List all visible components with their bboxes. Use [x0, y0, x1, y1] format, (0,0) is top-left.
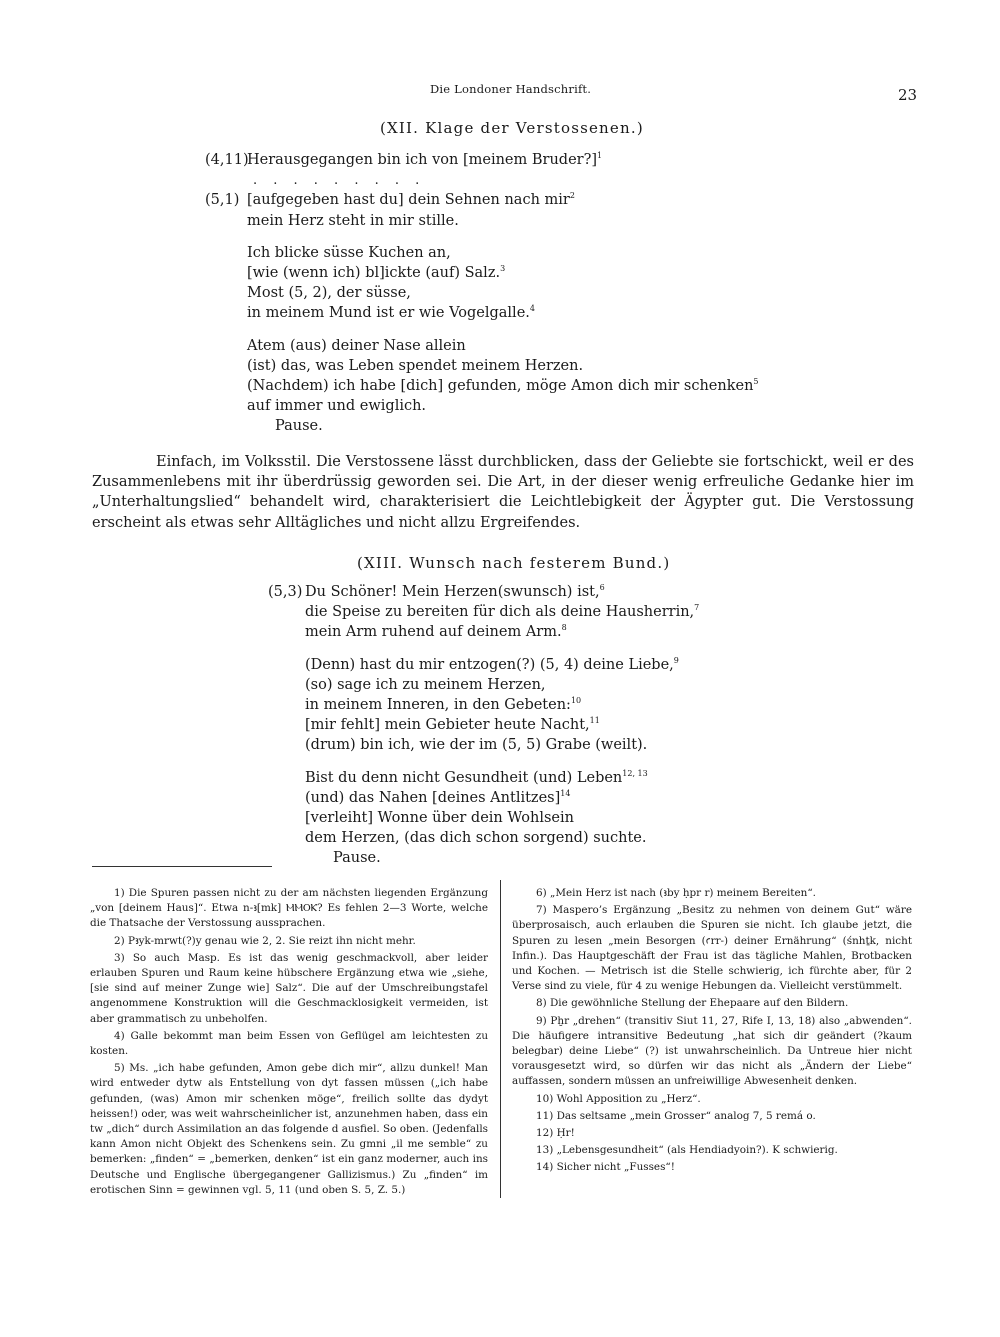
footnote-marker: 2	[569, 191, 575, 201]
verse-text: (ist) das, was Leben spendet meinem Herzen.	[247, 357, 584, 374]
verse-line	[305, 768, 699, 788]
verse-line	[247, 336, 759, 356]
verse-reference: (4,11)	[205, 152, 249, 168]
footnote-rule	[92, 866, 272, 867]
verse-line	[205, 150, 759, 170]
footnote-marker: 1	[597, 151, 603, 161]
section-13-title: (XIII. Wunsch nach festerem Bund.)	[357, 554, 671, 572]
footnote-number: 9)	[536, 1014, 551, 1027]
poem-section-12	[205, 150, 759, 436]
verse-line	[305, 848, 699, 868]
footnote	[90, 951, 488, 1027]
footnote-number: 10)	[536, 1092, 557, 1105]
verse-text: Pause.	[275, 418, 323, 435]
verse-line	[247, 416, 759, 436]
footnote	[512, 903, 912, 994]
verse-line	[305, 788, 699, 808]
footnotes-left-column	[90, 886, 488, 1200]
footnote	[512, 1160, 912, 1175]
verse-line	[305, 695, 699, 715]
footnote-number: 3)	[114, 951, 133, 964]
footnote-number: 4)	[114, 1029, 131, 1042]
footnote-number: 11)	[536, 1109, 557, 1122]
verse-line	[305, 675, 699, 695]
footnote	[90, 934, 488, 949]
footnote	[512, 996, 912, 1011]
verse-text: [mir fehlt] mein Gebieter heute Nacht,	[305, 717, 590, 734]
footnote	[512, 1126, 912, 1141]
verse-line	[205, 190, 759, 210]
verse-line	[305, 622, 699, 642]
verse-reference: (5,1)	[205, 192, 240, 209]
verse-reference: (5,3)	[268, 584, 303, 600]
footnote-number: 2)	[114, 934, 128, 947]
footnote	[90, 1061, 488, 1198]
footnote-number: 8)	[536, 997, 550, 1010]
footnote-marker: 10	[570, 696, 582, 706]
footnote-number: 13)	[536, 1144, 557, 1157]
footnote-marker: 12, 13	[622, 768, 648, 778]
page-number: 23	[898, 86, 918, 104]
footnote-number: 14)	[536, 1161, 557, 1174]
verse-line	[247, 283, 759, 303]
footnote	[90, 1029, 488, 1059]
footnote-marker: 14	[560, 788, 571, 798]
footnote-number: 1)	[114, 887, 129, 899]
verse-line	[305, 715, 699, 735]
verse-line	[247, 170, 759, 190]
verse-line	[247, 376, 759, 396]
footnote-text: Sicher nicht „Fusses“!	[556, 1161, 675, 1174]
footnote-marker: 7	[694, 603, 700, 613]
verse-text: (und) das Nahen [deines Antlitzes]	[305, 789, 561, 806]
verse-text: Atem (aus) deiner Nase allein	[247, 337, 466, 354]
footnote-number: 5)	[114, 1062, 130, 1075]
verse-text: in meinem Inneren, in den Gebeten:	[305, 696, 571, 713]
footnote-text: Pꜣyk-mrwt(?)y genau wie 2, 2. Sie reizt ihn nicht mehr.	[127, 934, 416, 947]
verse-line	[247, 243, 759, 263]
verse-line	[247, 396, 759, 416]
footnote-number: 12)	[536, 1127, 557, 1140]
footnote-marker: 8	[561, 623, 567, 633]
footnote	[512, 886, 912, 901]
commentary-paragraph	[92, 452, 914, 533]
footnote-marker: 3	[500, 264, 506, 274]
section-12-title: (XII. Klage der Verstossenen.)	[380, 119, 644, 137]
footnote	[512, 1143, 912, 1158]
verse-text: die Speise zu bereiten für dich als deine Hausherrin,	[305, 604, 695, 621]
verse-text: [wie (wenn ich) bl]ickte (auf) Salz.	[247, 264, 501, 281]
verse-line	[305, 655, 699, 675]
footnote-text: Maspero’s Ergänzung „Besitz zu nehmen von deinem Gut“ wäre überprosaisch, auch erlauben die Spuren sie nicht. Ich glaube jetzt, die Spuren zu lesen „mein Besorgen (ꜥrr-) deiner Ernährung“ (śnhṯk, nicht Infin.). Das Hauptgeschäft der Frau ist das tägliche Mahlen, Brotbacken und Kochen. — Metrisch ist die Stelle schwierig, ich fürchte aber, für 2 Verse sind zu viele, für 4 zu wenige Hebungen da. Vielleicht verstümmelt.	[512, 904, 912, 993]
footnote	[90, 886, 488, 932]
verse-text: Most (5, 2), der süsse,	[247, 285, 411, 302]
footnote-marker: 4	[529, 304, 535, 314]
footnote-text: Die Spuren passen nicht zu der am nächsten liegenden Ergänzung „von [deinem Haus]“. Etwa n-ꜣ[mk] ⲘⲘⲞⲔ? Es fehlen 2—3 Worte, welche die Thatsache der Verstossung aussprachen.	[90, 887, 489, 930]
verse-text: auf immer und ewiglich.	[247, 398, 427, 415]
verse-text: mein Herz steht in mir stille.	[247, 212, 459, 229]
footnote-text: „Mein Herz ist nach (ꜣby ḥpr r) meinem Bereiten“.	[549, 887, 816, 899]
stanza-gap	[305, 756, 699, 768]
verse-text: in meinem Mund ist er wie Vogelgalle.	[247, 305, 530, 322]
footnote	[512, 1109, 912, 1124]
verse-text: [verleiht] Wonne über dein Wohlsein	[305, 809, 574, 826]
footnote-marker: 9	[673, 655, 679, 665]
footnote-text: Pḫr „drehen“ (transitiv Siut 11, 27, Rife I, 13, 18) also „abwenden“. Die häufigere intransitive Bedeutung „hat sich dir geändert (?kaum belegbar) deine Liebe“ (?) ist unwahrscheinlich. Da Untreue hier nicht vorausgesetzt wird, so dürfen wir das nicht als „Ändern der Liebe“ auffassen, sondern müssen an unfreiwillige Abwesenheit denken.	[512, 1014, 912, 1088]
footnote-marker: 11	[589, 716, 600, 726]
verse-text: Bist du denn nicht Gesundheit (und) Leben	[305, 769, 623, 786]
footnote-text: Die gewöhnliche Stellung der Ehepaare auf den Bildern.	[549, 997, 849, 1010]
verse-text: (Nachdem) ich habe [dich] gefunden, möge Amon dich mir schenken	[247, 377, 754, 394]
verse-line	[247, 263, 759, 283]
footnote-marker: 5	[753, 377, 759, 387]
footnote-text: Ḥr!	[556, 1127, 575, 1140]
footnote-text: Ms. „ich habe gefunden, Amon gebe dich mir“, allzu dunkel! Man wird entweder dytw als Entstellung von dyt fassen müssen („ich habe gefunden, (was) Amon mir schenken möge“, freilich sollte das dydyt heissen!) oder, was weit wahrscheinlicher ist, anzunehmen haben, dass ein tw „dich“ durch Assimilation an das folgende d ausfiel. So oben. (Jedenfalls kann Amon nicht Objekt des Schenkens sein. Zu gmni „il me semble“ zu bemerken: „finden“ = „bemerken, denken“ ist ein ganz moderner, auch ins Deutsche und Englische übergegangener Gallizismus.) Zu „finden“ im erotischen Sinn = gewinnen vgl. 5, 11 (und oben S. 5, Z. 5.)	[90, 1062, 489, 1196]
verse-line	[247, 356, 759, 376]
verse-text: Pause.	[333, 850, 381, 867]
footnote-text: Wohl Apposition zu „Herz“.	[556, 1092, 701, 1105]
poem-section-13	[268, 582, 700, 868]
footnote	[512, 1014, 912, 1090]
footnote	[512, 1092, 912, 1107]
verse-text: Du Schöner! Mein Herzen(swunsch) ist,	[305, 584, 600, 600]
verse-text: Herausgegangen bin ich von [meinem Bruder?]	[247, 152, 598, 168]
verse-line	[247, 211, 759, 231]
verse-text: (Denn) hast du mir entzogen(?) (5, 4) deine Liebe,	[305, 656, 674, 673]
footnote-text: Das seltsame „mein Grosser“ analog 7, 5 remá o.	[556, 1109, 816, 1122]
verse-line	[305, 808, 699, 828]
verse-text: dem Herzen, (das dich schon sorgend) suchte.	[305, 830, 647, 847]
verse-text: [aufgegeben hast du] dein Sehnen nach mir	[247, 192, 570, 209]
footnote-text: „Lebensgesundheit“ (als Hendiadyoin?). K schwierig.	[556, 1144, 838, 1157]
running-head: Die Londoner Handschrift.	[430, 82, 592, 96]
column-divider	[500, 880, 501, 1198]
stanza-gap	[247, 231, 759, 243]
verse-line	[305, 828, 699, 848]
footnotes-right-column	[512, 886, 912, 1178]
footnote-number: 7)	[536, 904, 553, 917]
commentary-text: Einfach, im Volksstil. Die Verstossene lässt durchblicken, dass der Geliebte sie fortschickt, weil er des Zusammenlebens mit ihr überdrüssig geworden sei. Die Art, in der dieser wenig erfreuliche Gedanke hier im „Unterhaltungslied“ behandelt wird, charakterisiert die Leichtlebigkeit der Ägypter gut. Die Verstossung erscheint als etwas sehr Alltägliches und nicht allzu Ergreifendes.	[92, 454, 914, 531]
stanza-gap	[305, 643, 699, 655]
verse-text: . . . . . . . . .	[253, 173, 426, 189]
verse-text: mein Arm ruhend auf deinem Arm.	[305, 624, 562, 641]
footnote-text: Galle bekommt man beim Essen von Geflügel am leichtesten zu kosten.	[90, 1029, 489, 1058]
verse-line	[305, 735, 699, 755]
footnote-marker: 6	[599, 583, 605, 593]
verse-line	[247, 303, 759, 323]
verse-text: (so) sage ich zu meinem Herzen,	[305, 676, 546, 693]
verse-line	[268, 582, 699, 602]
footnote-number: 6)	[536, 887, 550, 899]
footnote-text: So auch Masp. Es ist das wenig geschmackvoll, aber leider erlauben Spuren und Raum keine hübschere Ergänzung etwa wie „siehe, [sie sind auf meiner Zunge wie] Salz“. Die auf der Umschreibungstafel angenommene Konstruktion will die Geschmacklosigkeit vermeiden, ist aber grammatisch zu unbeholfen.	[90, 951, 488, 1025]
stanza-gap	[247, 324, 759, 336]
verse-text: Ich blicke süsse Kuchen an,	[247, 244, 451, 261]
verse-line	[305, 602, 699, 622]
verse-text: (drum) bin ich, wie der im (5, 5) Grabe (weilt).	[305, 737, 648, 754]
